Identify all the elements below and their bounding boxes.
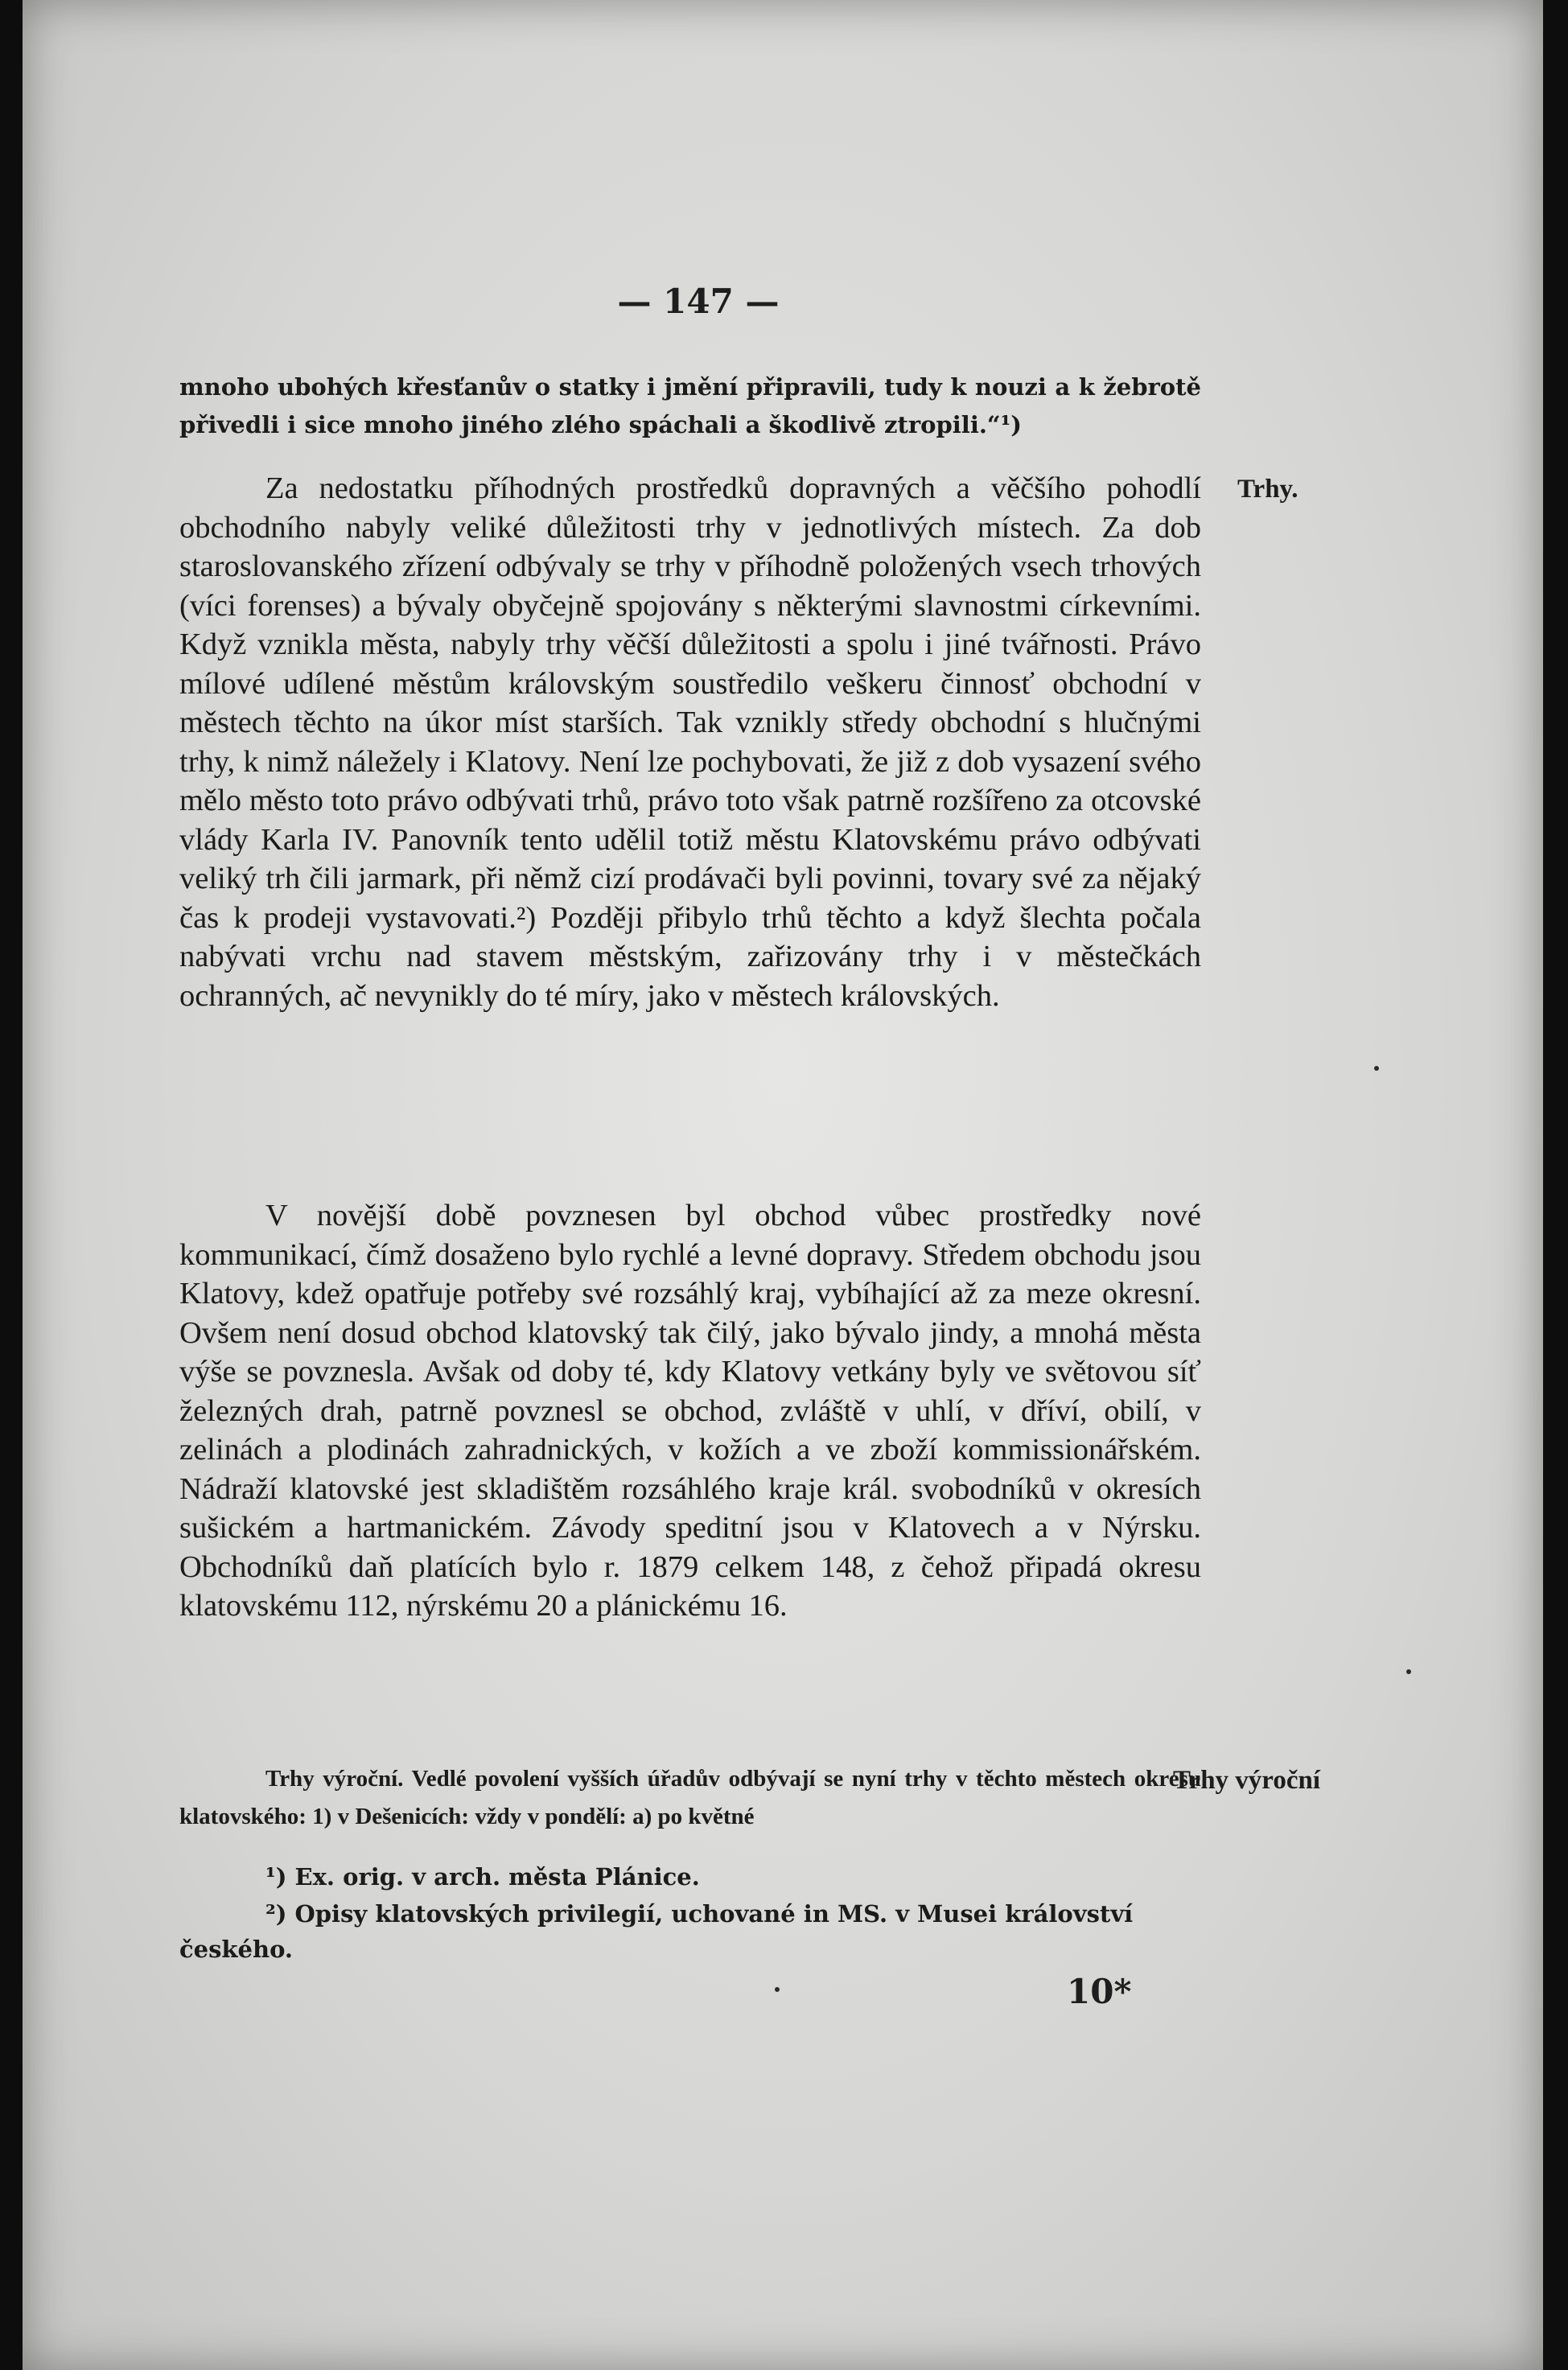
footnote-1: ¹) Ex. orig. v arch. města Plánice.	[265, 1863, 700, 1891]
margin-note-markets: Trhy.	[1237, 475, 1298, 504]
speck	[1374, 1066, 1379, 1071]
continuation-paragraph: mnoho ubohých křesťanův o statky i jmění připravili, tudy k nouzi a k žebrotě přivedli i sice mnoho jiného zlého spáchali a škodlivě ztropili.“¹)	[179, 373, 1201, 438]
book-page	[23, 0, 1543, 2370]
paragraph-annual-fairs: Trhy výroční. Vedlé povolení vyšších úřadův odbývají se nyní trhy v těchto městech okresu klatovského: 1) v Dešenicích: vždy v pondělí: a) po květné	[179, 1766, 1201, 1829]
signature-mark: 10*	[1067, 1972, 1132, 2011]
page-number: — 147 —	[617, 282, 780, 321]
paragraph-markets: Za nedostatku příhodných prostředků dopravných a věčšího pohodlí obchodního nabyly veliké důležitosti trhy v jednotlivých místech. Za dob staroslovanského zřízení odbývaly se trhy v příhodně položených vsech trhových (víci forenses) a bývaly obyčejně spojovány s některými slavnostmi církevními. Když vznikla města, nabyly trhy věčší důležitosti a spolu i jiné tvářnosti. Právo mílové udílené městům královským soustředilo veškeru činnosť obchodní v městech těchto na úkor míst starších. Tak vznikly středy obchodní s hlučnými trhy, k nimž náležely i Klatovy. Není lze pochybovati, že již z dob vysazení svého mělo město toto právo odbývati trhů, právo toto však patrně rozšířeno za otcovské vlády Karla IV. Panovník tento udělil totiž městu Klatovskému právo odbývati veliký trh čili jarmark, při němž cizí prodávači byli povinni, tovary své za nějaký čas k prodeji vystavovati.²) Později přibylo trhů těchto a když šlechta počala nabývati vrchu nad stavem městským, zařizovány trhy i v městečkách ochranných, ač nevynikly do té míry, jako v městech královských.	[179, 471, 1201, 1013]
speck	[775, 1987, 780, 1992]
paragraph-modern-trade: V novější době povznesen byl obchod vůbec prostředky nové kommunikací, čímž dosaženo bylo rychlé a levné dopravy. Středem obchodu jsou Klatovy, kdež opatřuje potřeby své rozsáhlý kraj, vybíhající až za meze okresní. Ovšem není dosud obchod klatovský tak čilý, jako bývalo jindy, a mnohá města výše se povznesla. Avšak od doby té, kdy Klatovy vetkány byly ve světovou síť železných drah, patrně povznesl se obchod, zvláště v uhlí, v dříví, obilí, v zelinách a plodinách zahradnických, v kožích a ve zboží kommissionářském. Nádraží klatovské jest skladištěm rozsáhlého kraje král. svobodníků v okresích sušickém a hartmanickém. Závody speditní jsou v Klatovech a v Nýrsku. Obchodníků daň platících bylo r. 1879 celkem 148, z čehož připadá okresu klatovskému 112, nýrskému 20 a plánickému 16.	[179, 1199, 1201, 1623]
footnote-2: ²) Opisy klatovských privilegií, uchované in MS. v Musei království českého.	[179, 1900, 1134, 1963]
margin-note-annual-fairs: Trhy výroční	[1173, 1766, 1321, 1795]
speck	[1406, 1669, 1411, 1674]
